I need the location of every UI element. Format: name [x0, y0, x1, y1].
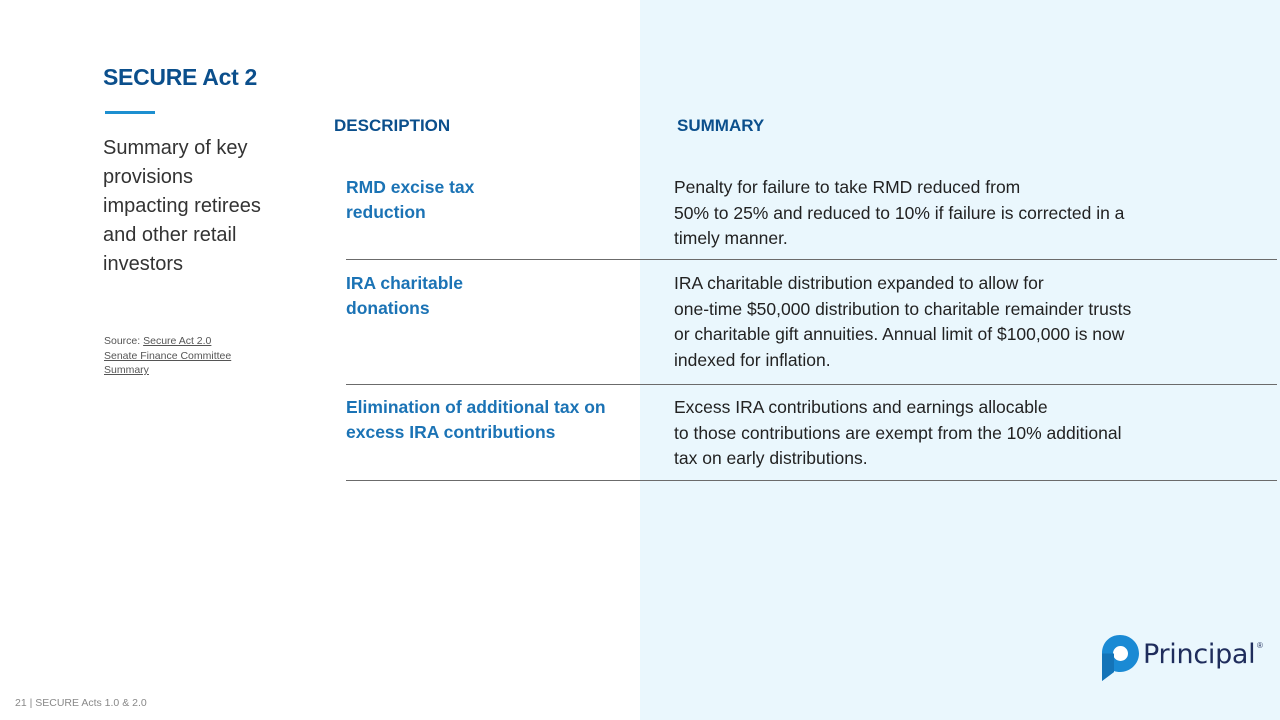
row-summary — [674, 175, 1234, 252]
row-summary-line: indexed for inflation. — [674, 349, 831, 370]
row-summary — [674, 395, 1234, 472]
row-description-line: IRA charitable — [346, 273, 464, 293]
row-summary-line: Penalty for failure to take RMD reduced from — [674, 177, 1021, 197]
row-description-line: reduction — [346, 202, 426, 222]
row-divider — [346, 259, 1277, 260]
source-link[interactable]: Secure Act 2.0 Senate Finance Committee Summary — [104, 335, 232, 376]
row-summary-line: IRA charitable distribution expanded to allow for — [674, 273, 1044, 293]
slide-subtitle: Summary of key provisions impacting retirees and other retail investors — [103, 137, 261, 275]
principal-p-icon — [1101, 634, 1141, 682]
summary-column-header: SUMMARY — [677, 116, 765, 135]
row-summary-line: or charitable gift annuities. Annual limit of $100,000 is now — [674, 324, 1125, 344]
row-summary-line: 50% to 25% and reduced to 10% if failure is corrected in a — [674, 202, 1125, 223]
row-summary — [674, 271, 1234, 373]
row-summary-line: one-time $50,000 distribution to charitable remainder trusts — [674, 298, 1132, 319]
row-description — [346, 175, 636, 225]
row-description — [346, 271, 636, 321]
description-column-header: DESCRIPTION — [334, 116, 451, 135]
row-summary-line: tax on early distributions. — [674, 448, 868, 468]
registered-mark: ® — [1257, 641, 1263, 650]
title-underline — [105, 111, 155, 114]
row-summary-line: timely manner. — [674, 228, 788, 248]
logo-wordmark: Principal — [1143, 639, 1256, 670]
row-description — [346, 395, 636, 445]
source-label: Source: — [104, 335, 144, 347]
source-note — [104, 334, 234, 378]
page-title: SECURE Act 2 — [103, 64, 258, 90]
row-description-line: donations — [346, 298, 430, 318]
row-description-line: excess IRA contributions — [346, 422, 556, 442]
principal-logo — [1101, 633, 1266, 683]
row-description-line: Elimination of additional tax on — [346, 397, 606, 417]
row-divider — [346, 480, 1277, 481]
row-summary-line: to those contributions are exempt from the 10% additional — [674, 422, 1122, 443]
row-divider — [346, 384, 1277, 385]
row-summary-line: Excess IRA contributions and earnings allocable — [674, 397, 1048, 417]
page-footer: 21 | SECURE Acts 1.0 & 2.0 — [15, 697, 147, 709]
row-description-line: RMD excise tax — [346, 177, 475, 197]
